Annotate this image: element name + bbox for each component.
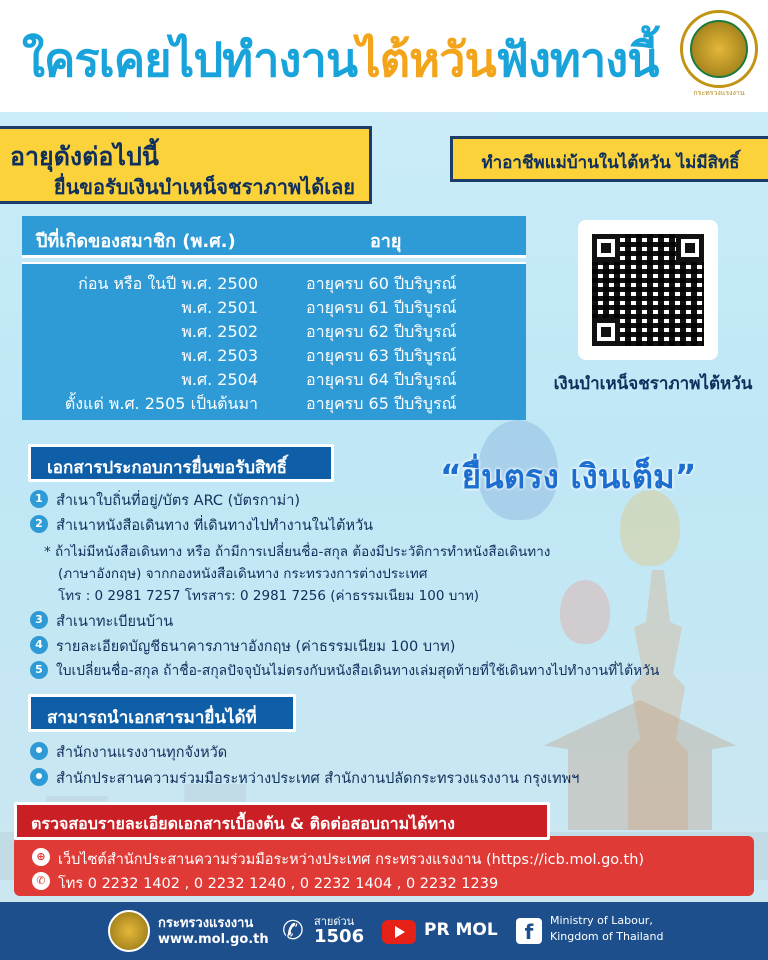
globe-icon: ⊕ bbox=[32, 848, 50, 866]
qr-caption: เงินบำเหน็จชราภาพไต้หวัน bbox=[553, 374, 753, 394]
maid-banner bbox=[450, 136, 768, 182]
table-cell-age: อายุครบ 62 ปีบริบูรณ์ bbox=[306, 322, 457, 341]
qr-code[interactable] bbox=[578, 220, 718, 360]
column-header-year: ปีที่เกิดของสมาชิก (พ.ศ.) bbox=[36, 231, 236, 252]
column-header-age: อายุ bbox=[370, 231, 402, 252]
age-banner bbox=[0, 126, 372, 204]
balloon-decoration bbox=[560, 580, 610, 644]
submit-heading: สามารถนำเอกสารมายื่นได้ที่ bbox=[28, 694, 296, 732]
location-pin-icon bbox=[30, 768, 48, 786]
table-row bbox=[22, 320, 526, 344]
table-cell-age: อายุครบ 60 ปีบริบูรณ์ bbox=[306, 274, 457, 293]
contact-phones[interactable]: โทร 0 2232 1402 , 0 2232 1240 , 0 2232 1404 , 0 2232 1239 bbox=[58, 876, 499, 892]
maid-banner-text: ทำอาชีพแม่บ้านในไต้หวัน ไม่มีสิทธิ์ bbox=[481, 153, 740, 173]
contact-box bbox=[14, 836, 754, 896]
document-item: สำเนาใบถิ่นที่อยู่/บัตร ARC (บัตรกาม่า) bbox=[56, 493, 300, 509]
hotline-label: สายด่วน bbox=[314, 915, 355, 928]
emblem-caption: กระทรวงแรงงาน bbox=[693, 89, 745, 97]
ministry-emblem-icon bbox=[680, 10, 758, 88]
list-number-badge: 5 bbox=[30, 661, 48, 679]
qr-pattern bbox=[592, 234, 704, 346]
table-cell-age: อายุครบ 65 ปีบริบูรณ์ bbox=[306, 394, 457, 413]
document-item: สำเนาทะเบียนบ้าน bbox=[56, 614, 174, 630]
document-item: ใบเปลี่ยนชื่อ-สกุล ถ้าชื่อ-สกุลปัจจุบันไม่ตรงกับหนังสือเดินทางเล่มสุดท้ายที่ใช้เดินทางไปทำงานที่ไต้หวัน bbox=[56, 663, 660, 679]
table-cell-year: พ.ศ. 2502 bbox=[181, 322, 258, 341]
age-banner-subtitle: ยื่นขอรับเงินบำเหน็จชราภาพได้เลย bbox=[53, 175, 355, 199]
document-item: รายละเอียดบัญชีธนาคารภาษาอังกฤษ (ค่าธรรมเนียม 100 บาท) bbox=[56, 639, 456, 655]
passport-note: (ภาษาอังกฤษ) จากกองหนังสือเดินทาง กระทรวงการต่างประเทศ bbox=[58, 566, 428, 582]
passport-note: โทร : 0 2981 7257 โทรสาร: 0 2981 7256 (ค่าธรรมเนียม 100 บาท) bbox=[58, 588, 480, 604]
hotline-number[interactable]: 1506 bbox=[314, 926, 365, 947]
documents-heading: เอกสารประกอบการยื่นขอรับสิทธิ์ bbox=[28, 444, 334, 482]
contact-website[interactable]: เว็บไซต์สำนักประสานความร่วมมือระหว่างประเทศ กระทรวงแรงงาน (https://icb.mol.go.th) bbox=[58, 852, 645, 868]
table-cell-year: ตั้งแต่ พ.ศ. 2505 เป็นต้นมา bbox=[64, 394, 258, 413]
list-number-badge: 4 bbox=[30, 636, 48, 654]
temple-decoration bbox=[520, 700, 760, 830]
table-row bbox=[22, 272, 526, 296]
table-header bbox=[22, 216, 526, 258]
document-item: สำเนาหนังสือเดินทาง ที่เดินทางไปทำงานในไต้หวัน bbox=[56, 518, 374, 534]
list-number-badge: 1 bbox=[30, 490, 48, 508]
phone-icon: ✆ bbox=[282, 916, 304, 946]
youtube-icon[interactable] bbox=[382, 920, 416, 944]
slogan: “ยื่นตรง เงินเต็ม” bbox=[440, 457, 697, 496]
footer-ministry: กระทรวงแรงงาน bbox=[158, 916, 254, 931]
youtube-channel[interactable]: PR MOL bbox=[424, 920, 498, 940]
facebook-page-line2[interactable]: Kingdom of Thailand bbox=[550, 930, 664, 943]
table-row bbox=[22, 392, 526, 416]
table-cell-year: ก่อน หรือ ในปี พ.ศ. 2500 bbox=[78, 274, 258, 293]
table-cell-age: อายุครบ 63 ปีบริบูรณ์ bbox=[306, 346, 457, 365]
footer bbox=[0, 902, 768, 960]
table-cell-year: พ.ศ. 2501 bbox=[181, 298, 258, 317]
age-table bbox=[22, 262, 526, 420]
facebook-icon[interactable]: f bbox=[516, 918, 542, 944]
table-row bbox=[22, 368, 526, 392]
age-banner-title: อายุดังต่อไปนี้ bbox=[10, 142, 159, 171]
page-title: ใครเคยไปทำงานไต้หวันฟังทางนี้ bbox=[22, 33, 659, 88]
submit-place: สำนักประสานความร่วมมือระหว่างประเทศ สำนักงานปลัดกระทรวงแรงงาน กรุงเทพฯ bbox=[56, 771, 580, 787]
table-cell-age: อายุครบ 61 ปีบริบูรณ์ bbox=[306, 298, 457, 317]
passport-note: * ถ้าไม่มีหนังสือเดินทาง หรือ ถ้ามีการเปลี่ยนชื่อ-สกุล ต้องมีประวัติการทำหนังสือเดินทาง bbox=[44, 544, 551, 560]
facebook-page-line1[interactable]: Ministry of Labour, bbox=[550, 914, 653, 927]
location-pin-icon bbox=[30, 742, 48, 760]
submit-place: สำนักงานแรงงานทุกจังหวัด bbox=[56, 745, 228, 761]
table-row bbox=[22, 344, 526, 368]
table-row bbox=[22, 296, 526, 320]
table-cell-age: อายุครบ 64 ปีบริบูรณ์ bbox=[306, 370, 457, 389]
contact-heading: ตรวจสอบรายละเอียดเอกสารเบื้องต้น & ติดต่อสอบถามได้ทาง bbox=[14, 802, 550, 840]
list-number-badge: 3 bbox=[30, 611, 48, 629]
header bbox=[0, 0, 768, 112]
footer-website[interactable]: www.mol.go.th bbox=[158, 932, 269, 947]
table-cell-year: พ.ศ. 2504 bbox=[181, 370, 258, 389]
list-number-badge: 2 bbox=[30, 515, 48, 533]
ministry-emblem-icon bbox=[108, 910, 150, 952]
phone-icon: ✆ bbox=[32, 872, 50, 890]
table-cell-year: พ.ศ. 2503 bbox=[181, 346, 258, 365]
